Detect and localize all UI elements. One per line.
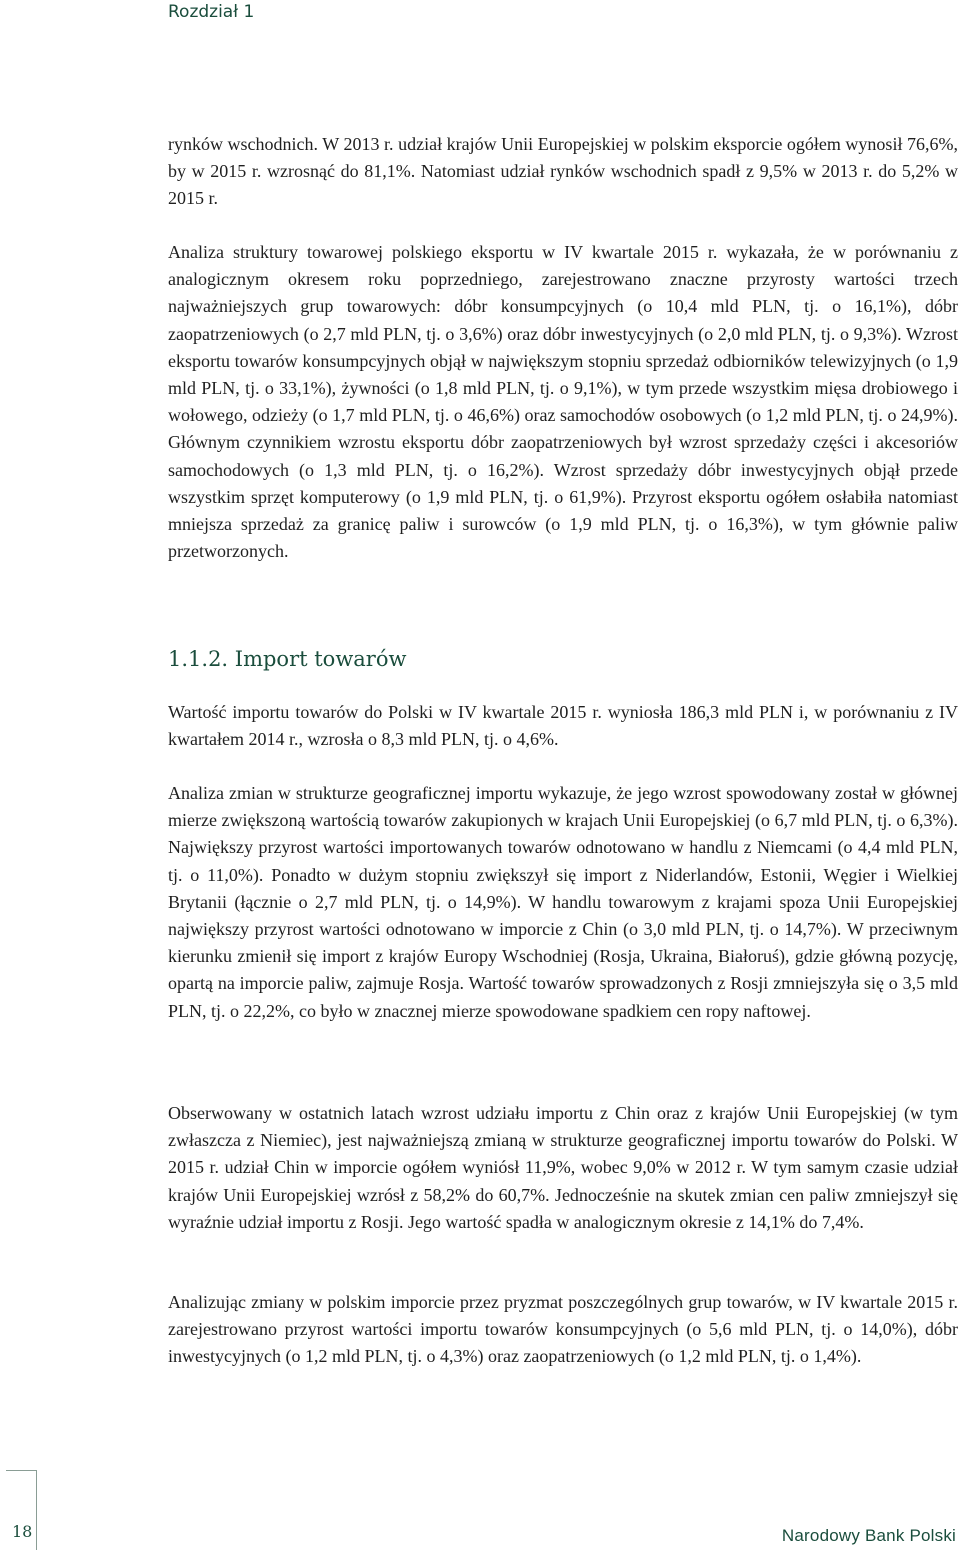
body-paragraph — [168, 699, 958, 753]
body-paragraph — [168, 1100, 958, 1236]
page-number: 18 — [12, 1522, 33, 1541]
section-heading: 1.1.2. Import towarów — [168, 647, 407, 671]
page-number-divider — [36, 1470, 37, 1550]
body-paragraph — [168, 239, 958, 565]
chapter-label: Rozdział 1 — [168, 2, 255, 22]
page-number-rule — [6, 1470, 36, 1471]
paragraph-text: Analiza zmian w strukturze geograficznej importu wykazuje, że jego wzrost spowodowany został w głównej mierze zwiększoną wartością towarów zakupionych w krajach Unii Europejskiej (o 6,7 mld PLN, tj. o 6,3%). Największy przyrost wartości importowanych towarów odnotowano w handlu z Niemcami (o 4,4 mld PLN, tj. o 11,0%). Ponadto w dużym stopniu zwiększył się import z Niderlandów, Estonii, Węgier i Wielkiej Brytanii (łącznie o 2,7 mld PLN, tj. o 14,9%). W handlu towarowym z krajami spoza Unii Europejskiej największy przyrost wartości odnotowano w imporcie z Chin (o 3,0 mld PLN, tj. o 14,7%). W przeciwnym kierunku zmienił się import z krajów Europy Wschodniej (Rosja, Ukraina, Białoruś), gdzie główną pozycję, opartą na imporcie paliw, zajmuje Rosja. Wartość towarów sprowadzonych z Rosji zmniejszyła się o 3,5 mld PLN, tj. o 22,2%, co było w znacznej mierze spowodowane spadkiem cen ropy naftowej. — [168, 783, 958, 1021]
paragraph-text: Obserwowany w ostatnich latach wzrost udziału importu z Chin oraz z krajów Unii Europejskiej (w tym zwłaszcza z Niemiec), jest najważniejszą zmianą w strukturze geograficznej importu towarów do Polski. W 2015 r. udział Chin w imporcie ogółem wyniósł 11,9%, wobec 9,0% w 2012 r. W tym samym czasie udział krajów Unii Europejskiej wzrósł z 58,2% do 60,7%. Jednocześnie na skutek zmian cen paliw zmniejszył się wyraźnie udział importu z Rosji. Jego wartość spadła w analogicznym okresie z 14,1% do 7,4%. — [168, 1103, 958, 1232]
paragraph-text: Analizując zmiany w polskim imporcie przez pryzmat poszczególnych grup towarów, w IV kwartale 2015 r. zarejestrowano przyrost wartości importu towarów konsumpcyjnych (o 5,6 mld PLN, tj. o 14,0%), dóbr inwestycyjnych (o 1,2 mld PLN, tj. o 4,3%) oraz zaopatrzeniowych (o 1,2 mld PLN, tj. o 1,4%). — [168, 1292, 958, 1367]
body-paragraph — [168, 1289, 958, 1371]
paragraph-text: Analiza struktury towarowej polskiego eksportu w IV kwartale 2015 r. wykazała, że w porównaniu z analogicznym okresem roku poprzedniego, zarejestrowano znaczne przyrosty wartości trzech najważniejszych grup towarowych: dóbr konsumpcyjnych (o 10,4 mld PLN, tj. o 16,1%), dóbr zaopatrzeniowych (o 2,7 mld PLN, tj. o 3,6%) oraz dóbr inwestycyjnych (o 2,0 mld PLN, tj. o 9,3%). Wzrost eksportu towarów konsumpcyjnych objął w największym stopniu sprzedaż odbiorników telewizyjnych (o 1,9 mld PLN, tj. o 33,1%), żywności (o 1,8 mld PLN, tj. o 9,1%), w tym przede wszystkim mięsa drobiowego i wołowego, odzieży (o 1,7 mld PLN, tj. o 46,6%) oraz samochodów osobowych (o 1,2 mld PLN, tj. o 24,9%). Głównym czynnikiem wzrostu eksportu dóbr zaopatrzeniowych był wzrost sprzedaży części i akcesoriów samochodowych (o 1,3 mld PLN, tj. o 16,2%). Wzrost sprzedaży dóbr inwestycyjnych objął przede wszystkim sprzęt komputerowy (o 1,9 mld PLN, tj. o 61,9%). Przyrost eksportu ogółem osłabiła natomiast mniejsza sprzedaż za granicę paliw i surowców (o 1,9 mld PLN, tj. o 16,3%), w tym głównie paliw przetworzonych. — [168, 242, 958, 562]
paragraph-text: Wartość importu towarów do Polski w IV kwartale 2015 r. wyniosła 186,3 mld PLN i, w porównaniu z IV kwartałem 2014 r., wzrosła o 8,3 mld PLN, tj. o 4,6%. — [168, 702, 958, 750]
body-paragraph — [168, 131, 958, 213]
body-paragraph — [168, 780, 958, 1025]
paragraph-text: rynków wschodnich. W 2013 r. udział krajów Unii Europejskiej w polskim eksporcie ogółem wynosił 76,6%, by w 2015 r. wzrosnąć do 81,1%. Natomiast udział rynków wschodnich spadł z 9,5% w 2013 r. do 5,2% w 2015 r. — [168, 134, 958, 209]
footer-brand: Narodowy Bank Polski — [781, 1526, 956, 1545]
